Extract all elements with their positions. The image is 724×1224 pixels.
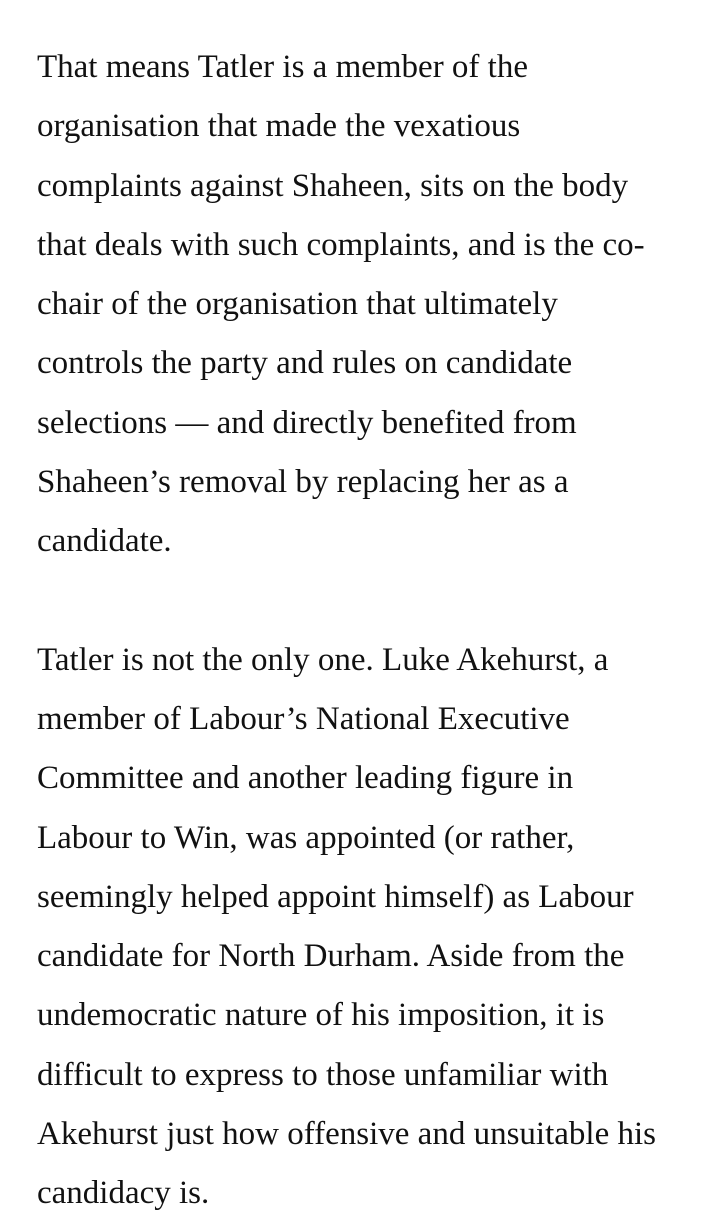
paragraph-line: undemocratic nature of his imposition, it is [37,997,605,1034]
paragraph-2 [37,631,724,1224]
paragraph-line: chair of the organisation that ultimately [37,286,558,323]
paragraph-line: complaints against Shaheen, sits on the body [37,167,629,204]
paragraph-line: that deals with such complaints, and is the co- [37,226,645,263]
paragraph-line: candidacy is. [37,1175,210,1212]
paragraph-line: Committee and another leading figure in [37,760,574,797]
paragraph-line: candidate. [37,523,172,560]
paragraph-line: Tatler is not the only one. Luke Akehurst, a [37,641,609,678]
paragraph-line: seemingly helped appoint himself) as Labour [37,878,634,915]
paragraph-line: controls the party and rules on candidate [37,345,573,382]
paragraph-line: Labour to Win, was appointed (or rather, [37,819,575,856]
paragraph-line: member of Labour’s National Executive [37,700,570,737]
paragraph-line: Shaheen’s removal by replacing her as a [37,464,569,501]
paragraph-line: selections — and directly benefited from [37,404,577,441]
paragraph-line: Akehurst just how offensive and unsuitable his [37,1116,656,1153]
paragraph-line: organisation that made the vexatious [37,108,521,145]
paragraph-1 [37,38,724,572]
paragraph-line: That means Tatler is a member of the [37,49,528,85]
paragraph-line: difficult to express to those unfamiliar with [37,1056,609,1093]
article-body [37,38,724,1224]
paragraph-line: candidate for North Durham. Aside from the [37,938,625,975]
paragraph-spacer [37,572,724,631]
